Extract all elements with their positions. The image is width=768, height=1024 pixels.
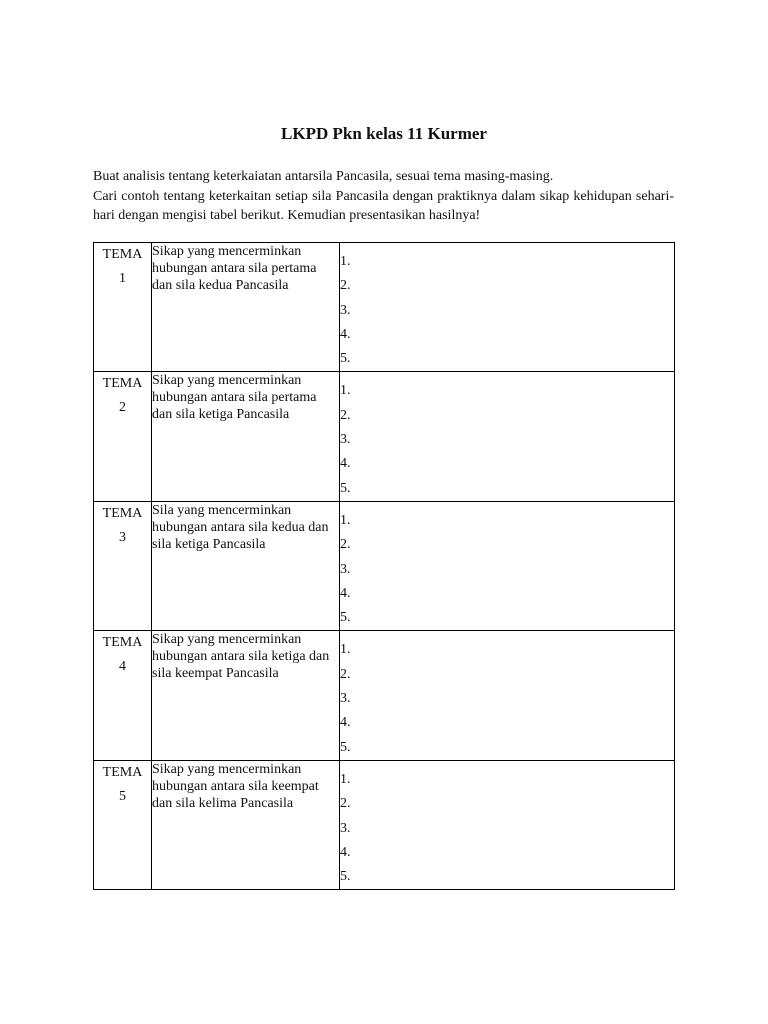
- list-item: 3.: [340, 432, 351, 448]
- answer-list: [340, 502, 674, 630]
- table-row: [94, 501, 675, 630]
- answer-cell[interactable]: [340, 501, 675, 630]
- list-item: 4.: [340, 715, 351, 731]
- list-item: 5.: [340, 739, 351, 755]
- answer-list: [340, 372, 674, 500]
- list-item: 3.: [340, 820, 351, 836]
- tema-description: Sila yang mencerminkan hubungan antara sila kedua dan sila ketiga Pancasila: [152, 502, 329, 552]
- list-item: 1.: [340, 771, 351, 787]
- tema-cell: [94, 372, 152, 501]
- description-cell: [152, 243, 340, 372]
- answer-cell[interactable]: [340, 760, 675, 889]
- tema-cell: [94, 243, 152, 372]
- description-cell: [152, 631, 340, 760]
- tema-label: TEMA: [102, 764, 143, 780]
- list-item: 3.: [340, 561, 351, 577]
- list-item: 4.: [340, 456, 351, 472]
- intro-paragraph-2: Cari contoh tentang keterkaitan setiap sila Pancasila dengan praktiknya dalam sikap kehidupan sehari-hari dengan mengisi tabel berikut. Kemudian presentasikan hasilnya!: [93, 188, 674, 223]
- tema-description: Sikap yang mencerminkan hubungan antara sila ketiga dan sila keempat Pancasila: [152, 632, 330, 682]
- list-item: 4.: [340, 326, 351, 342]
- list-item: 2.: [340, 537, 351, 553]
- tema-description: Sikap yang mencerminkan hubungan antara sila pertama dan sila kedua Pancasila: [152, 244, 317, 293]
- answer-list: [340, 631, 674, 759]
- tema-label: TEMA: [102, 247, 143, 262]
- table-row: [94, 243, 675, 372]
- table-row: [94, 760, 675, 889]
- tema-label: TEMA: [102, 505, 143, 521]
- intro-text: [93, 167, 674, 226]
- intro-paragraph-1: Buat analisis tentang keterkaiatan antarsila Pancasila, sesuai tema masing-masing.: [93, 169, 554, 184]
- list-item: 4.: [340, 585, 351, 601]
- description-cell: [152, 372, 340, 501]
- tema-cell: [94, 631, 152, 760]
- tema-number: 1: [119, 271, 126, 286]
- tema-label: TEMA: [102, 635, 143, 651]
- answer-cell[interactable]: [340, 372, 675, 501]
- answer-list: [340, 243, 674, 371]
- list-item: 5.: [340, 610, 351, 626]
- table-row: [94, 372, 675, 501]
- page-title: LKPD Pkn kelas 11 Kurmer: [281, 124, 487, 143]
- list-item: 1.: [340, 383, 351, 399]
- tema-number: 2: [119, 400, 126, 416]
- list-item: 1.: [340, 512, 351, 528]
- list-item: 2.: [340, 796, 351, 812]
- tema-number: 5: [119, 788, 126, 804]
- tema-number: 3: [119, 529, 126, 545]
- tema-description: Sikap yang mencerminkan hubungan antara sila keempat dan sila kelima Pancasila: [152, 761, 319, 811]
- list-item: 5.: [340, 480, 351, 496]
- answer-cell[interactable]: [340, 243, 675, 372]
- list-item: 2.: [340, 407, 351, 423]
- worksheet-table: [93, 242, 675, 890]
- tema-cell: [94, 501, 152, 630]
- tema-number: 4: [119, 659, 126, 675]
- list-item: 4.: [340, 844, 351, 860]
- list-item: 2.: [340, 278, 351, 294]
- list-item: 5.: [340, 351, 351, 367]
- table-row: [94, 631, 675, 760]
- list-item: 2.: [340, 666, 351, 682]
- list-item: 3.: [340, 302, 351, 318]
- list-item: 1.: [340, 254, 351, 269]
- tema-cell: [94, 760, 152, 889]
- description-cell: [152, 501, 340, 630]
- tema-label: TEMA: [102, 376, 143, 392]
- answer-list: [340, 761, 674, 889]
- list-item: 3.: [340, 691, 351, 707]
- description-cell: [152, 760, 340, 889]
- answer-cell[interactable]: [340, 631, 675, 760]
- list-item: 1.: [340, 642, 351, 658]
- tema-description: Sikap yang mencerminkan hubungan antara sila pertama dan sila ketiga Pancasila: [152, 373, 317, 423]
- list-item: 5.: [340, 869, 351, 885]
